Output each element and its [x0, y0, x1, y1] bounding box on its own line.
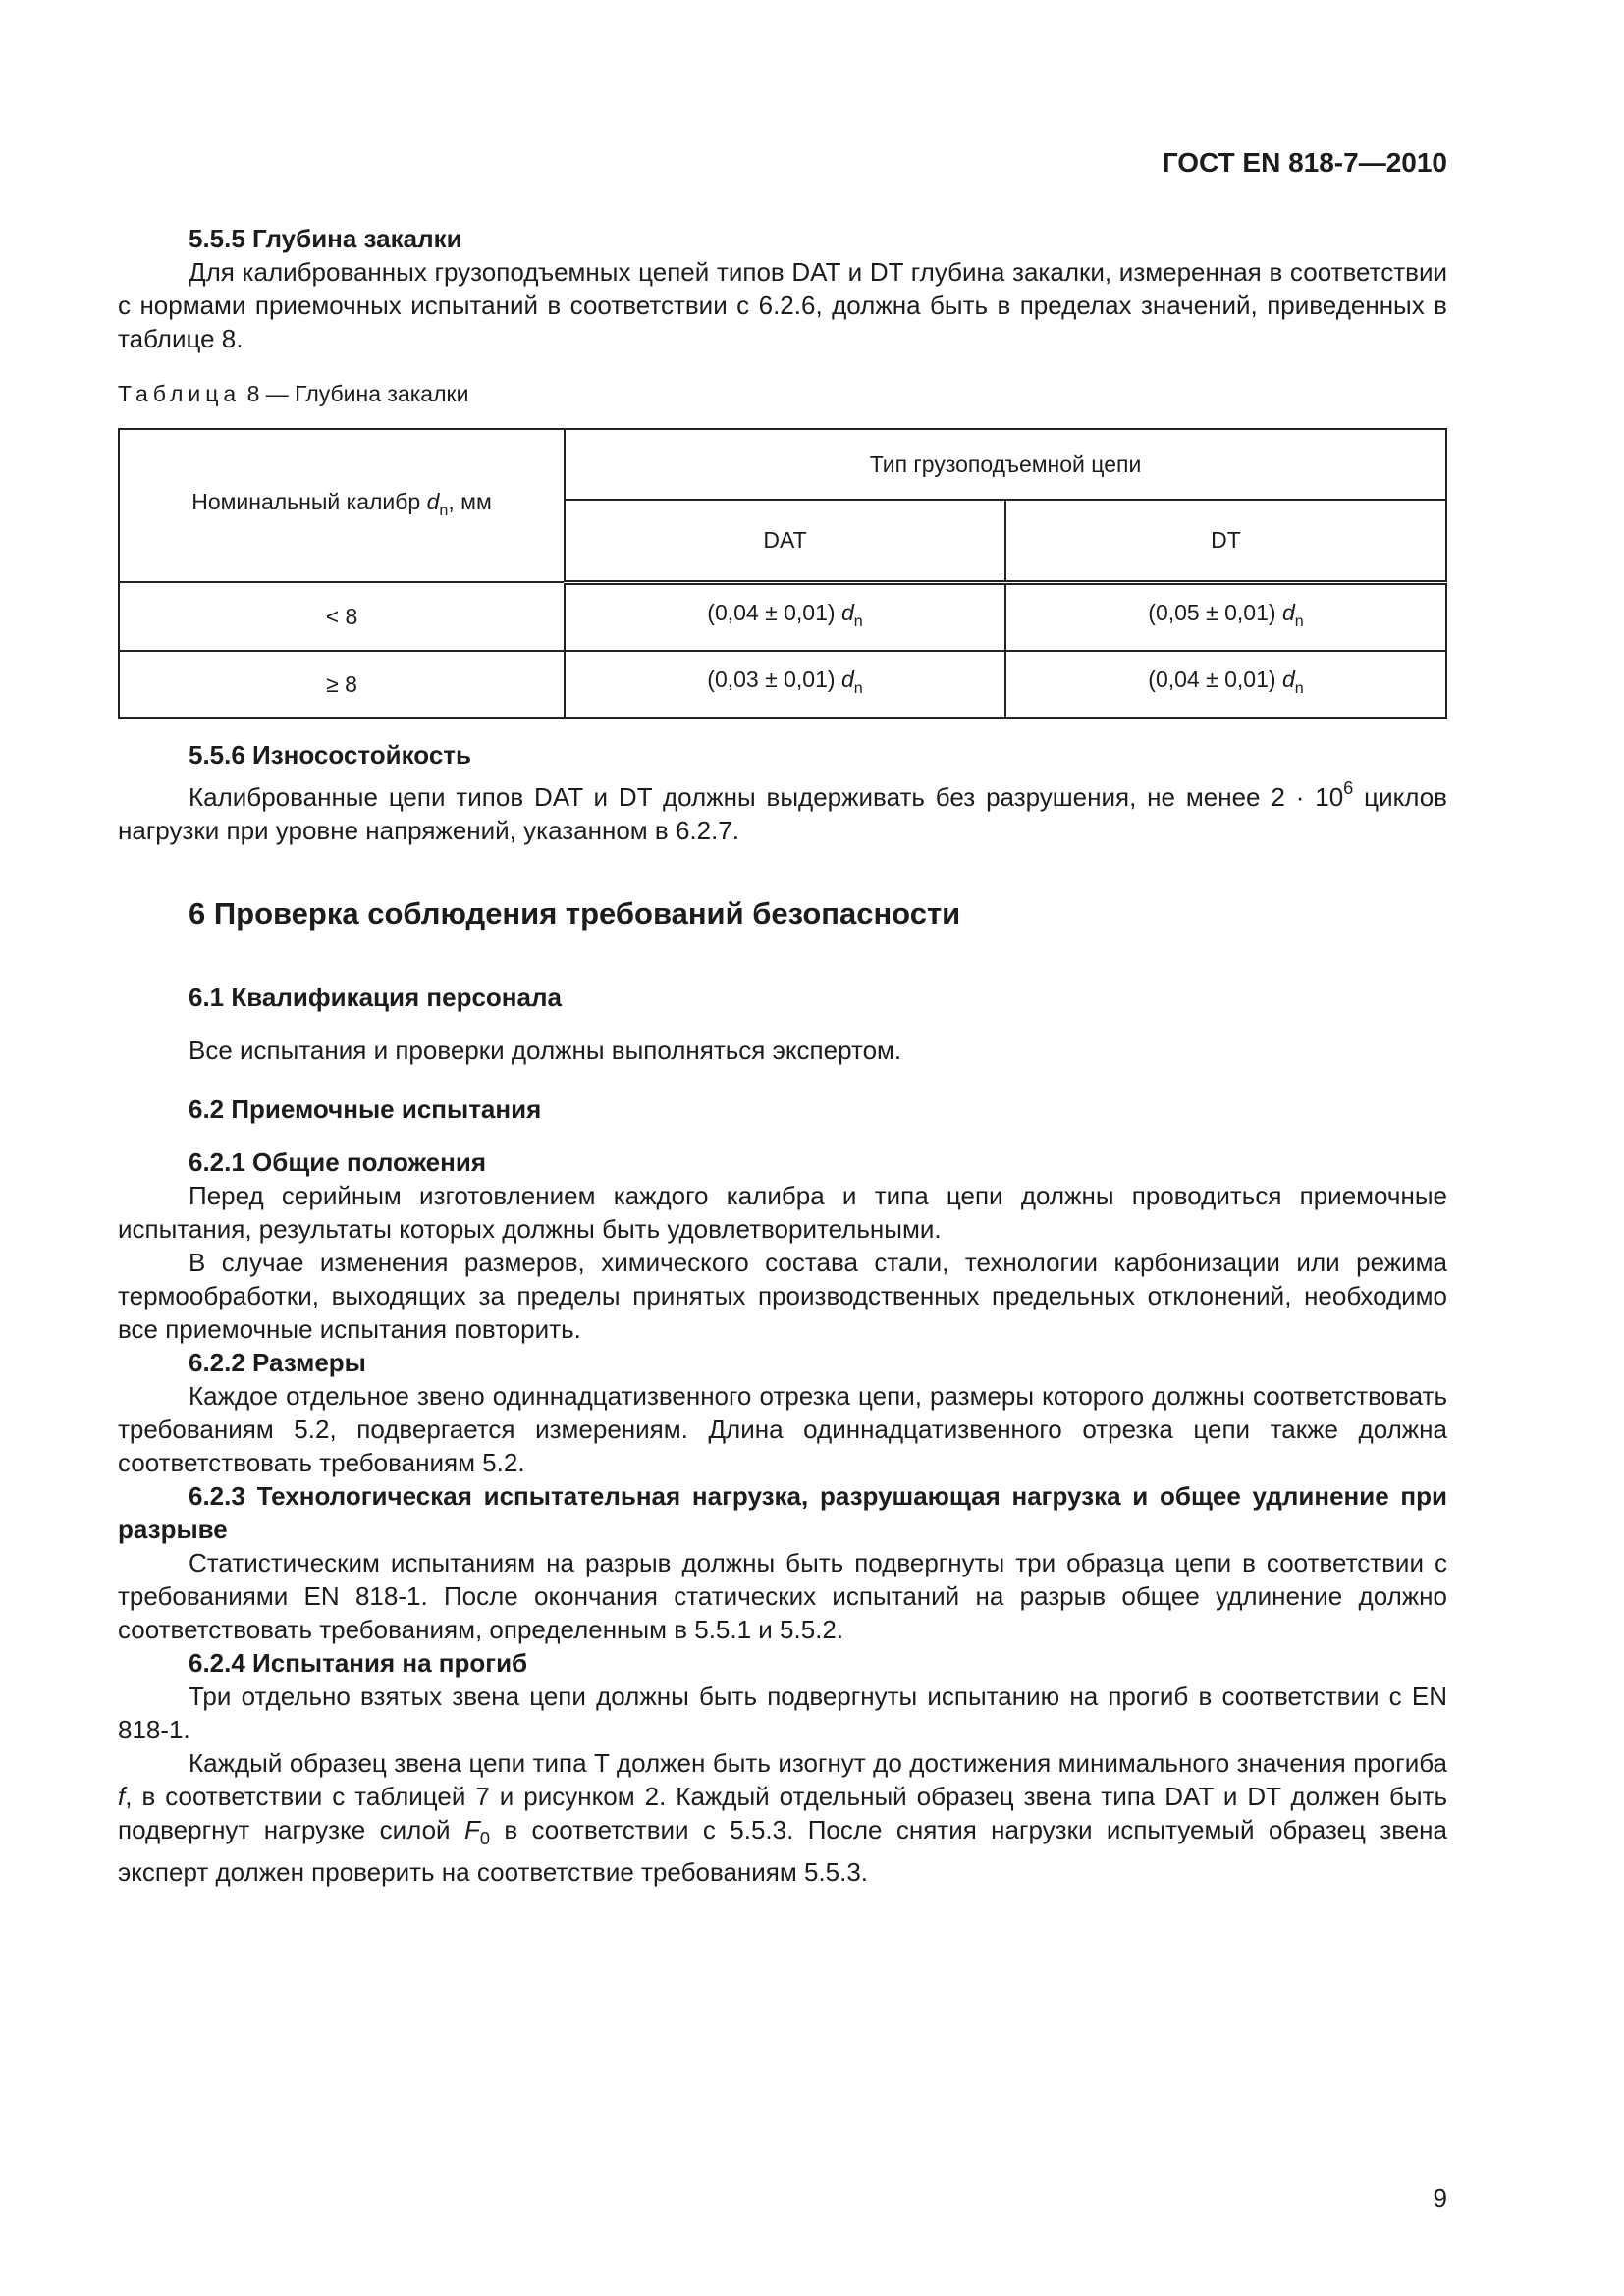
page-content: [118, 222, 1447, 1889]
table-row: [119, 582, 1446, 651]
header-nominal-caliber: Номинальный калибр $d_n$, мм: [119, 429, 565, 582]
section-6-2-3-p1: Статистическим испытаниям на разрыв должны быть подвергнуты три образца цепи в соответствии с требованиями EN 818-1. После окончания статических испытаний на разрыв общее удлинение должно соответствовать требованиям, определенным в 5.5.1 и 5.5.2.: [118, 1547, 1447, 1644]
section-6-2-1-p1: Перед серийным изготовлением каждого калибра и типа цепи должны проводиться приемочные испытания, результаты которых должны быть удовлетворительными.: [118, 1180, 1447, 1244]
table-header-row: [119, 429, 1446, 500]
section-6-2-4-p1: Три отдельно взятых звена цепи должны быть подвергнуты испытанию на прогиб в соответствии с EN 818-1.: [118, 1681, 1447, 1744]
table-8: [118, 428, 1447, 719]
section-6-1-text: Все испытания и проверки должны выполняться экспертом.: [189, 1035, 902, 1065]
section-5-5-6-title: 5.5.6 Износостойкость: [189, 739, 472, 770]
cell-dat: (0,03 ± 0,01) $d_n$: [565, 651, 1005, 718]
section-6-2-1-title: 6.2.1 Общие положения: [189, 1147, 486, 1177]
section-6-2-3-title: 6.2.3 Технологическая испытательная нагрузка, разрушающая нагрузка и общее удлинение при разрыве: [118, 1480, 1447, 1544]
cell-caliber: ≥ 8: [119, 651, 565, 718]
cell-caliber: < 8: [119, 582, 565, 651]
cell-dat: (0,04 ± 0,01) $d_n$: [565, 582, 1005, 651]
cell-dt: (0,04 ± 0,01) $d_n$: [1005, 651, 1446, 718]
header-dt: DT: [1005, 500, 1446, 582]
section-6-2-4-p2: Каждый образец звена цепи типа T должен быть изогнут до достижения минимального значения прогиба f, в соответствии с таблицей 7 и рисунком 2. Каждый отдельный образец звена типа DAT и DT должен быть подвергнут нагрузке силой $F_0$ в соответствии с 5.5.3. После снятия нагрузки испытуемый образец звена эксперт должен проверить на соответствие требованиям 5.5.3.: [118, 1747, 1447, 1887]
page-number: 9: [1433, 2183, 1447, 2213]
standard-code: ГОСТ EN 818-7—2010: [1162, 147, 1447, 178]
section-6-title: 6 Проверка соблюдения требований безопасности: [189, 895, 961, 931]
table-caption-label: Таблица: [118, 381, 242, 406]
section-5-5-5-text: Для калиброванных грузоподъемных цепей типов DAT и DT глубина закалки, измеренная в соответствии с нормами приемочных испытаний в соответствии с 6.2.6, должна быть в пределах значений, приведенных в таблице 8.: [118, 257, 1447, 353]
section-5-5-6-text: Калиброванные цепи типов DAT и DT должны выдерживать без разрушения, не менее $2 \cdot 10^6$ циклов нагрузки при уровне напряжений, указанном в 6.2.7.: [118, 777, 1447, 845]
section-6-2-2-p1: Каждое отдельное звено одиннадцатизвенного отрезка цепи, размеры которого должны соответствовать требованиям 5.2, подвергается измерениям. Длина одиннадцатизвенного отрезка цепи также должна соответствовать требованиям 5.2.: [118, 1380, 1447, 1477]
section-6-1-title: 6.1 Квалификация персонала: [189, 982, 562, 1012]
header-chain-type: Тип грузоподъемной цепи: [565, 429, 1446, 500]
section-6-2-4-title: 6.2.4 Испытания на прогиб: [189, 1647, 528, 1678]
table-row: [119, 651, 1446, 718]
table-8-caption: [118, 377, 1447, 410]
table-caption-text: 8 — Глубина закалки: [246, 381, 469, 406]
section-6-2-1-p2: В случае изменения размеров, химического состава стали, технологии карбонизации или режима термообработки, выходящих за пределы принятых производственных предельных отклонений, необходимо все приемочные испытания повторить.: [118, 1247, 1447, 1344]
section-6-2-title: 6.2 Приемочные испытания: [189, 1094, 542, 1124]
section-5-5-5-title: 5.5.5 Глубина закалки: [189, 224, 462, 253]
cell-dt: (0,05 ± 0,01) $d_n$: [1005, 582, 1446, 651]
section-6-2-2-title: 6.2.2 Размеры: [189, 1347, 366, 1377]
header-dat: DAT: [565, 500, 1005, 582]
